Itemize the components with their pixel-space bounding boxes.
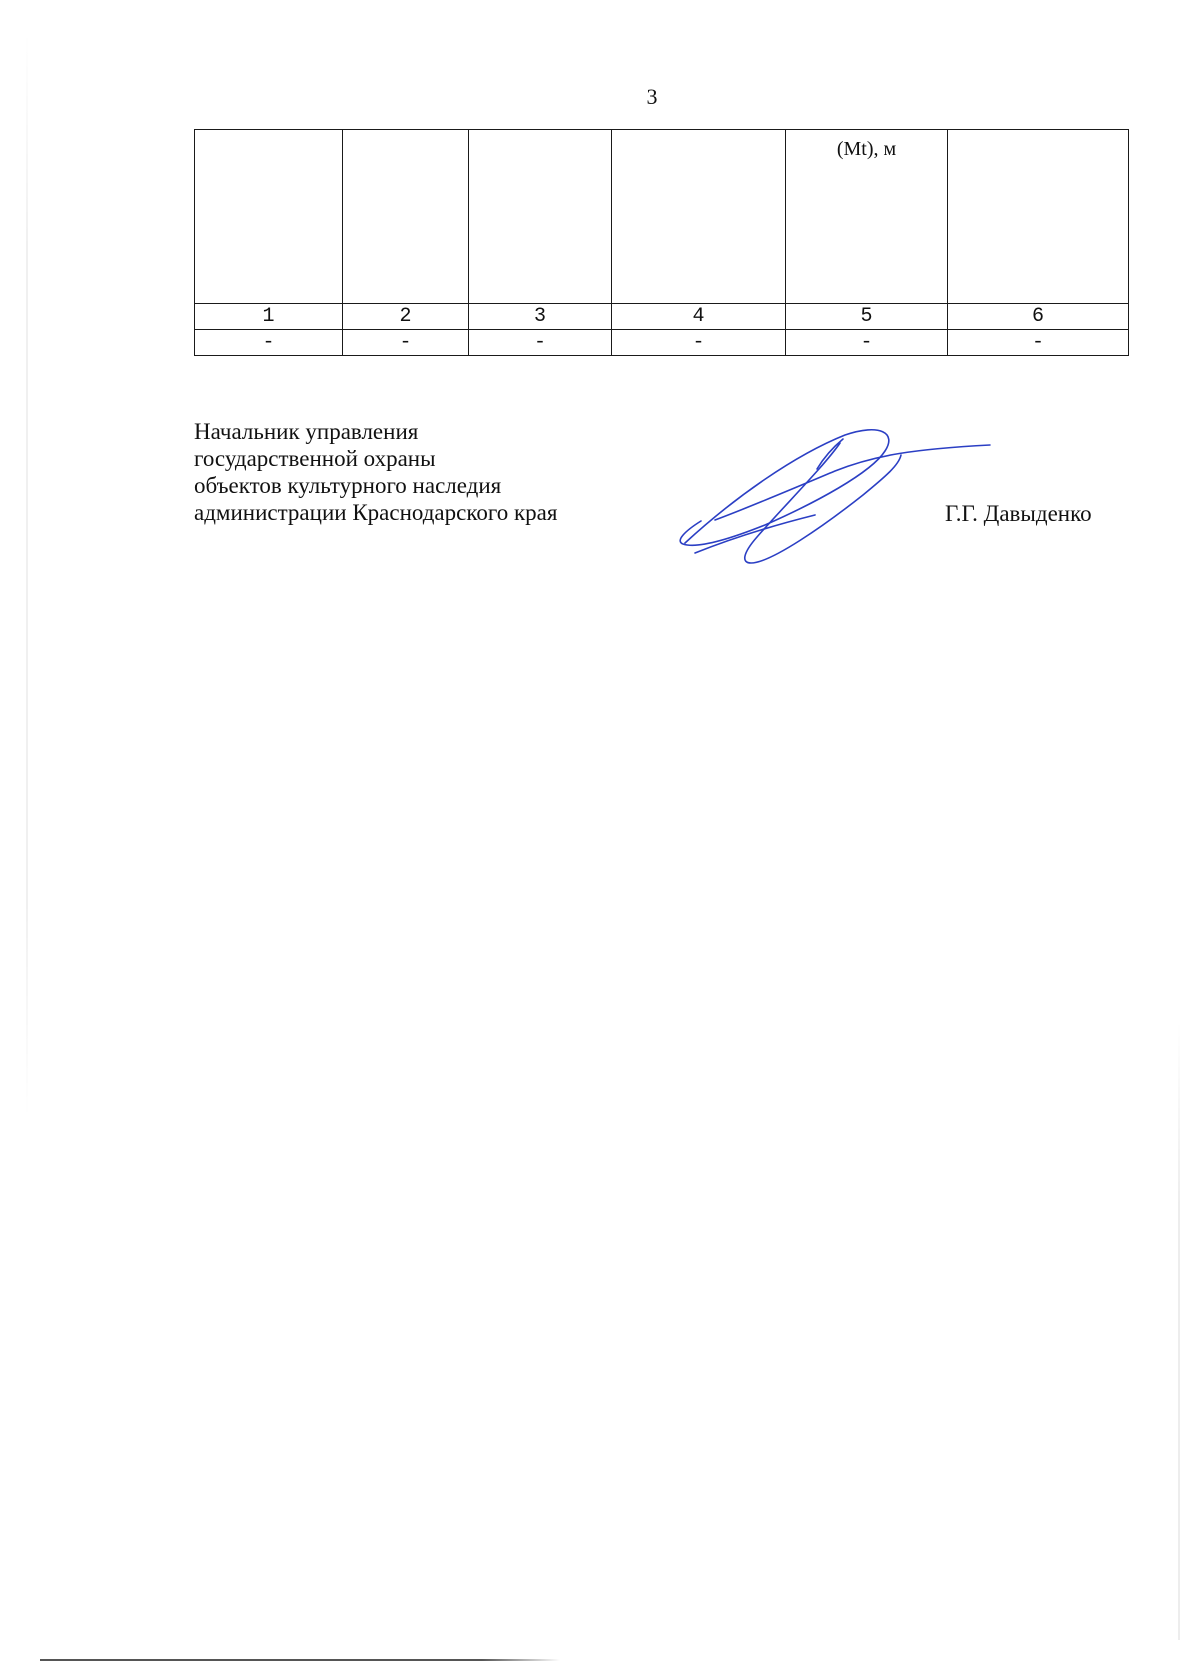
table-cell: -: [612, 330, 786, 356]
header-cell-5: (Mt), м: [786, 130, 948, 304]
column-number: 2: [343, 304, 469, 330]
page-number: 3: [646, 84, 658, 109]
table-cell: -: [469, 330, 612, 356]
signatory-title-line: государственной охраны: [194, 446, 436, 471]
signatory-title-line: администрации Краснодарского края: [194, 500, 558, 525]
data-table: [194, 129, 1129, 356]
column-number-row: [195, 304, 1129, 330]
header-cell-6: [948, 130, 1129, 304]
scan-edge-right: [1178, 1020, 1180, 1640]
header-cell-4: [612, 130, 786, 304]
column-number: 5: [786, 304, 948, 330]
table-cell: -: [948, 330, 1129, 356]
header-cell-1: [195, 130, 343, 304]
signatory-title: [194, 418, 557, 526]
column-number: 6: [948, 304, 1129, 330]
table-cell: -: [786, 330, 948, 356]
column-number: 1: [195, 304, 343, 330]
header-cell-2: [343, 130, 469, 304]
scan-edge-left: [26, 30, 28, 1120]
table-cell: -: [195, 330, 343, 356]
table-row: [195, 330, 1129, 356]
column-number: 4: [612, 304, 786, 330]
table-cell: -: [343, 330, 469, 356]
column-number: 3: [469, 304, 612, 330]
page-footer-rule: [40, 1659, 560, 1661]
signatory-name: Г.Г. Давыденко: [945, 501, 1092, 526]
header-cell-3: [469, 130, 612, 304]
signatory-title-line: Начальник управления: [194, 419, 419, 444]
signatory-title-line: объектов культурного наследия: [194, 473, 502, 498]
table-header-row: [195, 130, 1129, 304]
